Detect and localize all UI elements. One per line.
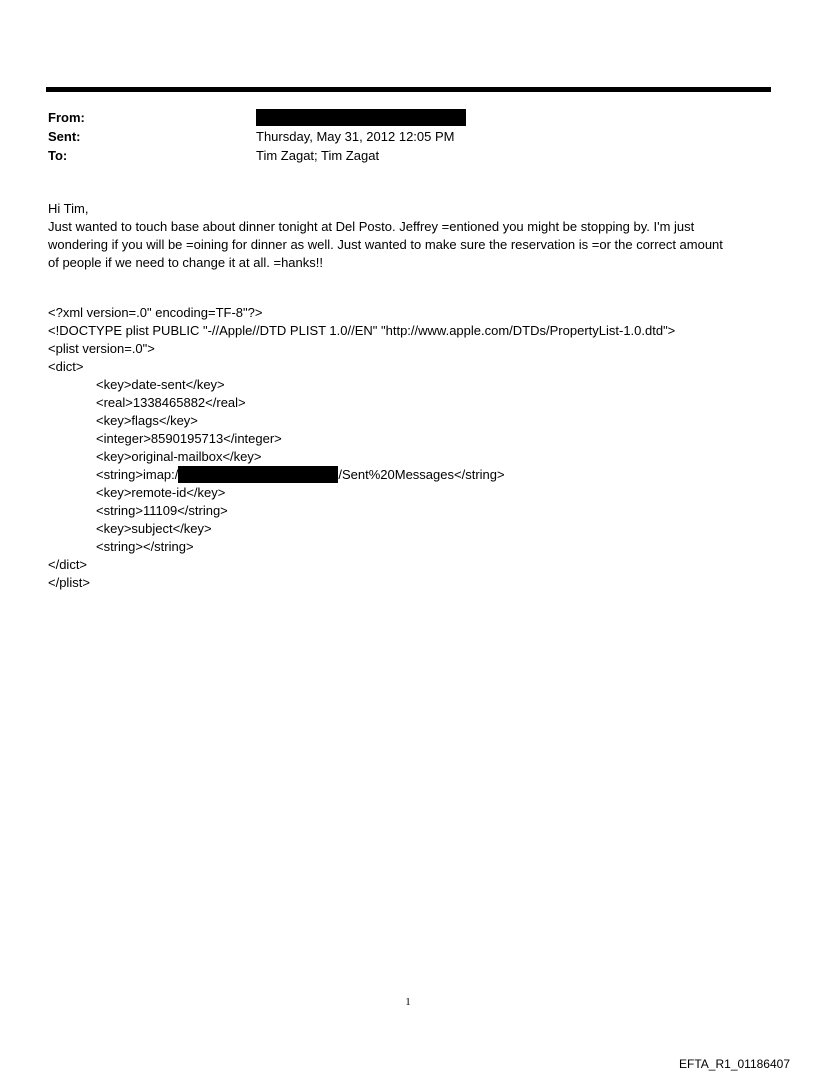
dict-close: </dict> xyxy=(48,557,88,572)
imap-suffix: /Sent%20Messages</string> xyxy=(338,467,505,482)
body-line: wondering if you will be =oining for dinner as well. Just wanted to make sure the reservation is =or the correct amount xyxy=(48,237,723,252)
sent-row xyxy=(48,127,768,146)
page-number: 1 xyxy=(405,996,411,1008)
plist-imap-line xyxy=(48,466,768,484)
plist-block xyxy=(48,304,768,592)
to-value: Tim Zagat; Tim Zagat xyxy=(256,148,380,163)
plist-key: <key>remote-id</key> xyxy=(96,485,226,500)
body-line: of people if we need to change it at all. =hanks!! xyxy=(48,255,323,270)
plist-key: <key>subject</key> xyxy=(96,521,212,536)
plist-key: <key>date-sent</key> xyxy=(96,377,225,392)
header-rule xyxy=(46,87,771,92)
plist-close: </plist> xyxy=(48,575,90,590)
greeting: Hi Tim, xyxy=(48,201,89,216)
to-row xyxy=(48,146,768,165)
plist-value: <string>11109</string> xyxy=(96,503,228,518)
plist-value: <real>1338465882</real> xyxy=(96,395,246,410)
email-header xyxy=(48,108,768,165)
redaction-block xyxy=(256,109,466,126)
from-row xyxy=(48,108,768,127)
from-value xyxy=(256,109,768,126)
email-body xyxy=(48,200,768,272)
plist-open: <plist version=.0"> xyxy=(48,341,155,356)
dict-open: <dict> xyxy=(48,359,84,374)
plist-value: <integer>8590195713</integer> xyxy=(96,431,282,446)
plist-key: <key>original-mailbox</key> xyxy=(96,449,262,464)
xml-declaration: <?xml version=.0" encoding=TF-8"?> xyxy=(48,305,263,320)
doctype-line: <!DOCTYPE plist PUBLIC "-//Apple//DTD PLIST 1.0//EN" "http://www.apple.com/DTDs/PropertyList-1.0.dtd"> xyxy=(48,323,676,338)
plist-key: <key>flags</key> xyxy=(96,413,198,428)
imap-prefix: <string>imap:/ xyxy=(96,467,179,482)
redaction-block xyxy=(178,466,338,483)
document-id: EFTA_R1_01186407 xyxy=(679,1057,790,1071)
sent-label: Sent: xyxy=(48,129,81,144)
from-label: From: xyxy=(48,110,85,125)
plist-value: <string></string> xyxy=(96,539,194,554)
body-line: Just wanted to touch base about dinner tonight at Del Posto. Jeffrey =entioned you might be stopping by. I'm just xyxy=(48,219,695,234)
to-label: To: xyxy=(48,148,68,163)
sent-value: Thursday, May 31, 2012 12:05 PM xyxy=(256,129,455,144)
